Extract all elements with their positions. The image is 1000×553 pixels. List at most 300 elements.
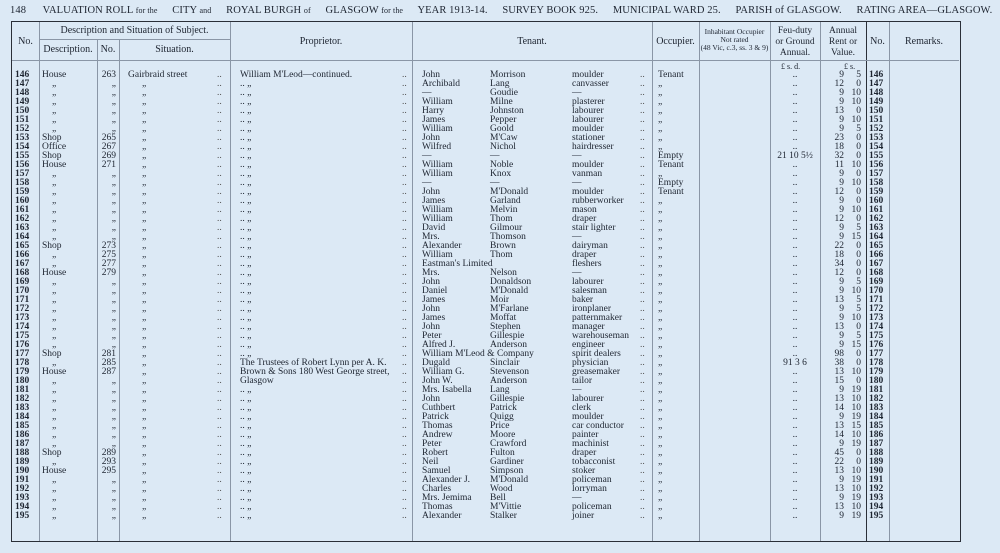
tenant-leader: .. <box>640 160 645 170</box>
description: „ <box>52 340 57 350</box>
rent-pounds: 9 <box>839 223 844 233</box>
proprietor: .. „ <box>240 313 252 323</box>
tenant-first-name: Samuel <box>422 466 451 476</box>
occupier: „ <box>658 430 663 440</box>
tenant-first-name: Andrew <box>422 430 453 440</box>
description: House <box>42 466 67 476</box>
proprietor-leader: .. <box>402 394 407 404</box>
tenant-surname: Price <box>490 421 510 431</box>
tenant-surname: Moir <box>490 295 509 305</box>
tenant-first-name: Neil <box>422 457 439 467</box>
feu-duty: .. <box>792 79 798 89</box>
tenant-first-name: — <box>422 151 432 161</box>
rent-shillings: 0 <box>856 151 861 161</box>
tenant-occupation: — <box>572 88 582 98</box>
proprietor: .. „ <box>240 277 252 287</box>
tenant-first-name: John <box>422 394 440 404</box>
description: „ <box>52 178 57 188</box>
rent-units: £ s. <box>844 62 856 71</box>
tenant-occupation: physician <box>572 358 609 368</box>
occupier: „ <box>658 205 663 215</box>
row-number: 170 <box>15 286 30 296</box>
tenant-leader: .. <box>640 106 645 116</box>
tenant-surname: Pepper <box>490 115 517 125</box>
rent-shillings: 0 <box>856 448 861 458</box>
feu-duty: .. <box>792 133 798 143</box>
situation: „ <box>142 268 147 278</box>
rent-pounds: 9 <box>839 385 844 395</box>
proprietor: William M'Leod—continued. <box>240 70 353 80</box>
proprietor: .. „ <box>240 295 252 305</box>
col-desc-group: Description and Situation of Subject. <box>60 25 209 36</box>
rent-pounds: 13 <box>834 484 844 494</box>
tenant-occupation: salesman <box>572 286 607 296</box>
tenant-occupation: car conductor <box>572 421 624 431</box>
description: „ <box>52 286 57 296</box>
description: „ <box>52 295 57 305</box>
proprietor-leader: .. <box>402 403 407 413</box>
rent-shillings: 0 <box>856 196 861 206</box>
proprietor-leader: .. <box>402 331 407 341</box>
occupier: „ <box>658 349 663 359</box>
row-number: 159 <box>15 187 30 197</box>
situation: „ <box>142 484 147 494</box>
rent-shillings: 15 <box>851 421 861 431</box>
tenant-first-name: Thomas <box>422 502 453 512</box>
situation: „ <box>142 160 147 170</box>
situation: „ <box>142 133 147 143</box>
row-number-right: 162 <box>869 214 884 224</box>
occupier: „ <box>658 313 663 323</box>
rent-shillings: 19 <box>851 511 861 521</box>
rent-shillings: 5 <box>856 277 861 287</box>
rent-pounds: 9 <box>839 232 844 242</box>
row-number: 186 <box>15 430 30 440</box>
feu-duty: .. <box>792 376 798 386</box>
rent-shillings: 10 <box>851 205 861 215</box>
street-number: „ <box>111 205 116 215</box>
rent-pounds: 9 <box>839 286 844 296</box>
proprietor-leader: .. <box>402 250 407 260</box>
tenant-occupation: lorryman <box>572 484 607 494</box>
situation-leader: .. <box>217 286 222 296</box>
feu-duty: .. <box>792 502 798 512</box>
feu-duty: .. <box>792 115 798 125</box>
tenant-surname: Wood <box>490 484 513 494</box>
description: „ <box>52 97 57 107</box>
description: „ <box>52 421 57 431</box>
description: House <box>42 70 67 80</box>
rent-pounds: 12 <box>834 187 844 197</box>
page-number: 148 <box>10 5 27 16</box>
occupier: „ <box>658 286 663 296</box>
description: „ <box>52 187 57 197</box>
situation-leader: .. <box>217 115 222 125</box>
situation: „ <box>142 349 147 359</box>
tenant-leader: .. <box>640 421 645 431</box>
situation: „ <box>142 448 147 458</box>
feu-duty: .. <box>792 295 798 305</box>
rent-pounds: 32 <box>834 151 844 161</box>
tenant-first-name: William <box>422 205 453 215</box>
tenant-surname: M'Farlane <box>490 304 529 314</box>
tenant-leader: .. <box>640 124 645 134</box>
tenant-first-name: Wilfred <box>422 142 452 152</box>
description: „ <box>52 250 57 260</box>
proprietor: .. „ <box>240 268 252 278</box>
tenant-leader: .. <box>640 502 645 512</box>
col-occupier: Occupier. <box>656 36 695 47</box>
situation-leader: .. <box>217 385 222 395</box>
occupier: „ <box>658 322 663 332</box>
street-number: „ <box>111 124 116 134</box>
situation-leader: .. <box>217 412 222 422</box>
situation: „ <box>142 79 147 89</box>
occupier: „ <box>658 124 663 134</box>
tenant-leader: .. <box>640 241 645 251</box>
street-number: „ <box>111 295 116 305</box>
tenant-surname: Nelson <box>490 268 517 278</box>
row-number: 163 <box>15 223 30 233</box>
situation-leader: .. <box>217 268 222 278</box>
feu-duty: .. <box>792 70 798 80</box>
tenant-leader: .. <box>640 340 645 350</box>
street-number: „ <box>111 214 116 224</box>
proprietor-leader: .. <box>402 160 407 170</box>
feu-duty: .. <box>792 88 798 98</box>
rent-pounds: 9 <box>839 475 844 485</box>
situation-leader: .. <box>217 349 222 359</box>
situation-leader: .. <box>217 295 222 305</box>
situation-leader: .. <box>217 124 222 134</box>
occupier: „ <box>658 448 663 458</box>
proprietor: .. „ <box>240 340 252 350</box>
row-number-right: 182 <box>869 394 884 404</box>
proprietor-leader: .. <box>402 466 407 476</box>
street-number: 295 <box>101 466 116 476</box>
proprietor-leader: .. <box>402 115 407 125</box>
rent-shillings: 10 <box>851 160 861 170</box>
row-number-right: 194 <box>869 502 884 512</box>
description: Shop <box>42 448 62 458</box>
row-number-right: 166 <box>869 250 884 260</box>
description: „ <box>52 88 57 98</box>
rent-shillings: 0 <box>856 169 861 179</box>
proprietor-leader: .. <box>402 133 407 143</box>
situation: „ <box>142 322 147 332</box>
occupier: „ <box>658 115 663 125</box>
street-number: „ <box>111 286 116 296</box>
feu-duty: .. <box>792 97 798 107</box>
tenant-first-name: Mrs. <box>422 268 440 278</box>
situation: „ <box>142 358 147 368</box>
proprietor-leader: .. <box>402 106 407 116</box>
proprietor: .. „ <box>240 214 252 224</box>
street-number: „ <box>111 403 116 413</box>
tenant-leader: .. <box>640 430 645 440</box>
feu-duty: .. <box>792 511 798 521</box>
situation: „ <box>142 106 147 116</box>
tenant-leader: .. <box>640 196 645 206</box>
tenant-surname: Garland <box>490 196 521 206</box>
row-number-right: 159 <box>869 187 884 197</box>
tenant-occupation: moulder <box>572 70 604 80</box>
row-number-right: 190 <box>869 466 884 476</box>
row-number-right: 191 <box>869 475 884 485</box>
row-number: 174 <box>15 322 30 332</box>
tenant-occupation: tobacconist <box>572 457 616 467</box>
feu-duty: .. <box>792 106 798 116</box>
row-number: 195 <box>15 511 30 521</box>
row-number-right: 149 <box>869 97 884 107</box>
row-number: 172 <box>15 304 30 314</box>
street-number: 285 <box>101 358 116 368</box>
street-number: 265 <box>101 133 116 143</box>
situation-leader: .. <box>217 403 222 413</box>
occupier: „ <box>658 304 663 314</box>
tenant-occupation: painter <box>572 430 599 440</box>
proprietor: .. „ <box>240 331 252 341</box>
occupier: „ <box>658 412 663 422</box>
street-number: „ <box>111 493 116 503</box>
occupier: „ <box>658 88 663 98</box>
proprietor: .. „ <box>240 97 252 107</box>
feu-duty: .. <box>792 169 798 179</box>
feu-duty: .. <box>792 493 798 503</box>
tenant-occupation: mason <box>572 205 597 215</box>
rent-pounds: 9 <box>839 412 844 422</box>
tenant-surname: Nichol <box>490 142 516 152</box>
tenant-leader: .. <box>640 349 645 359</box>
tenant-first-name: William <box>422 124 453 134</box>
proprietor: .. „ <box>240 169 252 179</box>
proprietor-leader: .. <box>402 259 407 269</box>
tenant-occupation: stationer <box>572 133 605 143</box>
rent-shillings: 10 <box>851 394 861 404</box>
situation-leader: .. <box>217 97 222 107</box>
tenant-surname: Brown <box>490 241 516 251</box>
row-number-right: 169 <box>869 277 884 287</box>
proprietor-leader: .. <box>402 178 407 188</box>
situation-leader: .. <box>217 484 222 494</box>
tenant-occupation: warehouseman <box>572 331 629 341</box>
tenant-surname: — <box>490 178 500 188</box>
situation-leader: .. <box>217 430 222 440</box>
description: „ <box>52 403 57 413</box>
row-number: 162 <box>15 214 30 224</box>
proprietor-leader: .. <box>402 511 407 521</box>
rent-pounds: 9 <box>839 124 844 134</box>
feu-duty: .. <box>792 484 798 494</box>
row-number: 173 <box>15 313 30 323</box>
occupier: „ <box>658 250 663 260</box>
feu-duty: .. <box>792 340 798 350</box>
situation: „ <box>142 241 147 251</box>
tenant-occupation: engineer <box>572 340 605 350</box>
rent-pounds: 34 <box>834 259 844 269</box>
row-number-right: 178 <box>869 358 884 368</box>
situation: „ <box>142 376 147 386</box>
row-number: 171 <box>15 295 30 305</box>
street-number: „ <box>111 115 116 125</box>
proprietor: .. „ <box>240 79 252 89</box>
tenant-leader: .. <box>640 70 645 80</box>
tenant-leader: .. <box>640 151 645 161</box>
rent-shillings: 15 <box>851 340 861 350</box>
row-number: 185 <box>15 421 30 431</box>
tenant-surname: Stalker <box>490 511 517 521</box>
tenant-leader: .. <box>640 493 645 503</box>
rent-pounds: 13 <box>834 421 844 431</box>
proprietor: .. „ <box>240 250 252 260</box>
tenant-first-name: John <box>422 277 440 287</box>
situation: „ <box>142 151 147 161</box>
tenant-first-name: James <box>422 313 446 323</box>
rent-pounds: 23 <box>834 133 844 143</box>
tenant-occupation: clerk <box>572 403 591 413</box>
occupier: „ <box>658 142 663 152</box>
description: „ <box>52 259 57 269</box>
street-number: „ <box>111 430 116 440</box>
tenant-leader: .. <box>640 448 645 458</box>
feu-units: £ s. d. <box>781 62 801 71</box>
street-number: „ <box>111 394 116 404</box>
rent-shillings: 19 <box>851 412 861 422</box>
tenant-leader: .. <box>640 367 645 377</box>
street-number: „ <box>111 79 116 89</box>
row-number-right: 147 <box>869 79 884 89</box>
row-number: 166 <box>15 250 30 260</box>
row-number: 152 <box>15 124 30 134</box>
rent-shillings: 10 <box>851 430 861 440</box>
rent-pounds: 13 <box>834 295 844 305</box>
rent-pounds: 98 <box>834 349 844 359</box>
row-number: 157 <box>15 169 30 179</box>
tenant-surname: Quigg <box>490 412 514 422</box>
row-number: 154 <box>15 142 30 152</box>
tenant-leader: .. <box>640 394 645 404</box>
tenant-first-name: — <box>422 178 432 188</box>
tenant-leader: .. <box>640 205 645 215</box>
rent-shillings: 5 <box>856 331 861 341</box>
tenant-surname: Lang <box>490 385 510 395</box>
situation: „ <box>142 124 147 134</box>
rent-shillings: 5 <box>856 223 861 233</box>
situation: „ <box>142 304 147 314</box>
col-tenant: Tenant. <box>517 36 547 47</box>
row-number-right: 179 <box>869 367 884 377</box>
row-number: 150 <box>15 106 30 116</box>
description: „ <box>52 79 57 89</box>
proprietor: .. „ <box>240 151 252 161</box>
row-number: 178 <box>15 358 30 368</box>
occupier: „ <box>658 385 663 395</box>
col-feu-duty: Feu-duty or Ground Annual. <box>775 26 815 58</box>
proprietor-leader: .. <box>402 475 407 485</box>
description: „ <box>52 502 57 512</box>
col-inhabitant: Inhabitant Occupier Not rated (48 Vic, c.3, ss. 3 & 9) <box>700 27 769 52</box>
tenant-surname: M'Donald <box>490 475 529 485</box>
proprietor-leader: .. <box>402 241 407 251</box>
description: „ <box>52 196 57 206</box>
feu-duty: .. <box>792 475 798 485</box>
row-number-right: 181 <box>869 385 884 395</box>
feu-duty: .. <box>792 178 798 188</box>
description: Shop <box>42 241 62 251</box>
proprietor: .. „ <box>240 493 252 503</box>
tenant-leader: .. <box>640 358 645 368</box>
tenant-occupation: — <box>572 268 582 278</box>
feu-duty: .. <box>792 268 798 278</box>
feu-duty: .. <box>792 241 798 251</box>
feu-duty: .. <box>792 277 798 287</box>
proprietor: .. „ <box>240 133 252 143</box>
street-number: „ <box>111 232 116 242</box>
row-number-right: 148 <box>869 88 884 98</box>
tenant-first-name: David <box>422 223 446 233</box>
tenant-surname: Melvin <box>490 205 518 215</box>
description: „ <box>52 493 57 503</box>
tenant-first-name: Thomas <box>422 421 453 431</box>
tenant-first-name: John <box>422 187 440 197</box>
row-number-right: 175 <box>869 331 884 341</box>
rent-pounds: 9 <box>839 304 844 314</box>
proprietor-leader: .. <box>402 457 407 467</box>
rent-pounds: 13 <box>834 394 844 404</box>
tenant-surname: M'Vittie <box>490 502 522 512</box>
proprietor-leader: .. <box>402 70 407 80</box>
rent-pounds: 12 <box>834 268 844 278</box>
tenant-surname: Anderson <box>490 376 527 386</box>
proprietor-leader: .. <box>402 376 407 386</box>
situation-leader: .. <box>217 439 222 449</box>
tenant-leader: .. <box>640 79 645 89</box>
rent-pounds: 9 <box>839 196 844 206</box>
situation: „ <box>142 214 147 224</box>
tenant-first-name: Charles <box>422 484 452 494</box>
tenant-surname: Noble <box>490 160 514 170</box>
description: „ <box>52 124 57 134</box>
street-number: 293 <box>101 457 116 467</box>
tenant-occupation: canvasser <box>572 79 609 89</box>
occupier: „ <box>658 169 663 179</box>
proprietor-leader: .. <box>402 169 407 179</box>
feu-duty: .. <box>792 322 798 332</box>
description: „ <box>52 277 57 287</box>
row-number-right: 187 <box>869 439 884 449</box>
rent-shillings: 0 <box>856 106 861 116</box>
street-number: 287 <box>101 367 116 377</box>
tenant-surname: Milne <box>490 97 513 107</box>
proprietor: The Trustees of Robert Lynn per A. K. <box>240 358 387 368</box>
occupier: „ <box>658 340 663 350</box>
feu-duty: .. <box>792 214 798 224</box>
rent-pounds: 9 <box>839 511 844 521</box>
proprietor: .. „ <box>240 403 252 413</box>
proprietor-leader: .. <box>402 214 407 224</box>
tenant-leader: .. <box>640 439 645 449</box>
tenant-occupation: stoker <box>572 466 596 476</box>
situation-leader: .. <box>217 502 222 512</box>
feu-duty: .. <box>792 124 798 134</box>
situation: „ <box>142 493 147 503</box>
tenant-first-name: Cuthbert <box>422 403 456 413</box>
rent-pounds: 9 <box>839 331 844 341</box>
feu-duty: .. <box>792 160 798 170</box>
description: House <box>42 367 67 377</box>
tenant-surname: Fulton <box>490 448 515 458</box>
row-number-right: 160 <box>869 196 884 206</box>
